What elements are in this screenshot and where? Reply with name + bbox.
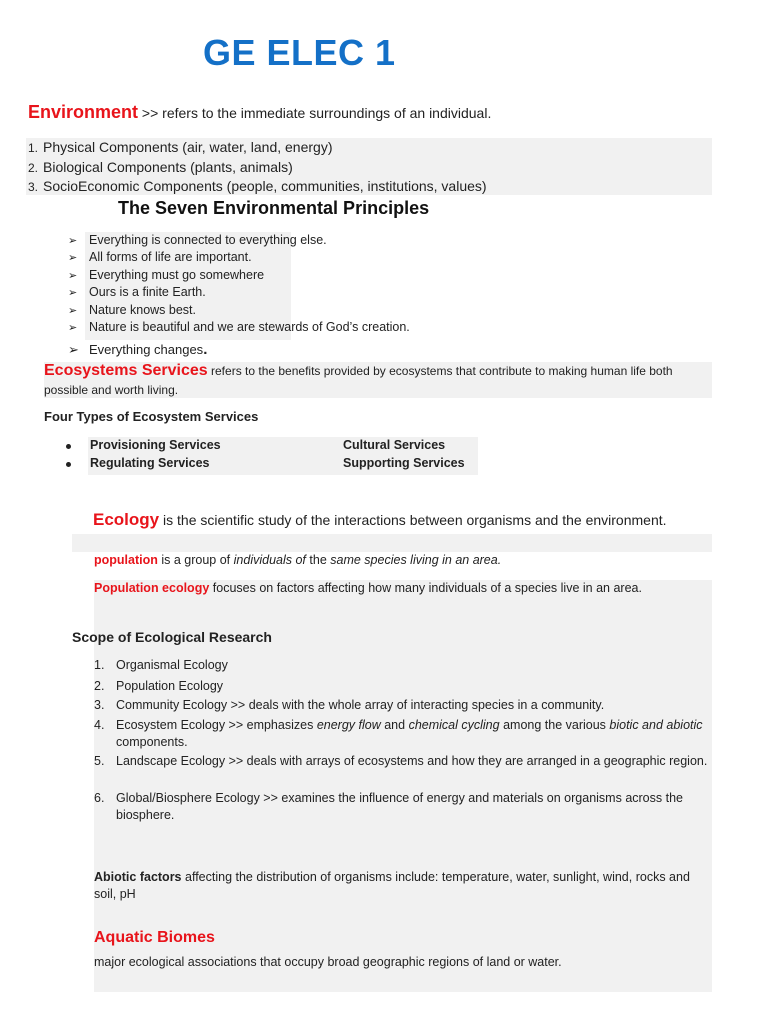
scope-item: 4. Ecosystem Ecology >> emphasizes energy flow and chemical cycling among the various biotic and abiotic components. (94, 718, 703, 749)
service-types-heading: Four Types of Ecosystem Services (44, 409, 259, 424)
scope-heading: Scope of Ecological Research (72, 629, 272, 645)
page-title: GE ELEC 1 (203, 32, 396, 73)
population-definition: population is a group of individuals of the same species living in an area. (94, 553, 502, 567)
component-item: 1. Physical Components (air, water, land, energy) (28, 139, 333, 155)
principle-item: ➢ Everything is connected to everything else. (68, 233, 327, 247)
ecosystem-services-definition: Ecosystems Services refers to the benefits provided by ecosystems that contribute to making human life both possible and worth living. (44, 362, 673, 397)
shade-ecology (72, 534, 712, 552)
principle-item: ➢ Ours is a finite Earth. (68, 285, 206, 299)
ecology-term: Ecology (93, 510, 160, 529)
ecosystem-services-term: Ecosystems Services (44, 362, 208, 379)
scope-item: 1. Organismal Ecology (94, 658, 228, 672)
environment-term: Environment (28, 102, 139, 122)
principle-item: ➢ Nature knows best. (68, 303, 196, 317)
arrow-bullet-icon: ➢ (68, 235, 78, 247)
environment-definition (28, 102, 491, 123)
principle-item: ➢ Everything must go somewhere (68, 268, 265, 282)
service-type: Provisioning Services (90, 438, 221, 452)
scope-item: 2. Population Ecology (94, 679, 224, 693)
environment-sep: >> (141, 105, 159, 121)
ecology-definition: Ecology is the scientific study of the interactions between organisms and the environment. (93, 510, 667, 529)
arrow-bullet-icon: ➢ (68, 252, 78, 264)
arrow-bullet-icon: ➢ (68, 322, 78, 334)
abiotic-term: Abiotic factors (94, 870, 182, 884)
principle-item: ➢ Nature is beautiful and we are stewards of God’s creation. (68, 320, 410, 334)
bullet-icon (66, 462, 71, 467)
principle-item: ➢ All forms of life are important. (68, 250, 252, 264)
scope-item: 6. Global/Biosphere Ecology >> examines the influence of energy and materials on organisms across the biosphere. (94, 791, 683, 822)
environment-text: refers to the immediate surroundings of an individual. (162, 105, 492, 121)
population-ecology-definition: Population ecology focuses on factors affecting how many individuals of a species live in an area. (94, 581, 642, 595)
arrow-bullet-icon: ➢ (68, 270, 78, 282)
aquatic-definition: major ecological associations that occupy broad geographic regions of land or water. (94, 955, 562, 969)
bullet-icon (66, 444, 71, 449)
principles-heading: The Seven Environmental Principles (118, 198, 430, 218)
scope-item: 3. Community Ecology >> deals with the whole array of interacting species in a community. (94, 698, 605, 712)
principle-item: ➢ Everything changes. (68, 341, 208, 358)
scope-item: 5. Landscape Ecology >> deals with arrays of ecosystems and how they are arranged in a geographic region. (94, 754, 708, 768)
arrow-bullet-icon: ➢ (68, 287, 78, 299)
service-type: Cultural Services (343, 438, 446, 452)
arrow-bullet-icon: ➢ (68, 305, 78, 317)
abiotic-definition: Abiotic factors affecting the distribution of organisms include: temperature, water, sunlight, wind, rocks and soil, pH (94, 870, 690, 901)
component-item: 3. SocioEconomic Components (people, communities, institutions, values) (28, 178, 487, 194)
service-type: Regulating Services (90, 456, 210, 470)
component-item: 2. Biological Components (plants, animals) (28, 159, 293, 175)
service-type: Supporting Services (343, 456, 465, 470)
arrow-bullet-icon: ➢ (68, 342, 79, 357)
aquatic-heading: Aquatic Biomes (94, 929, 215, 946)
